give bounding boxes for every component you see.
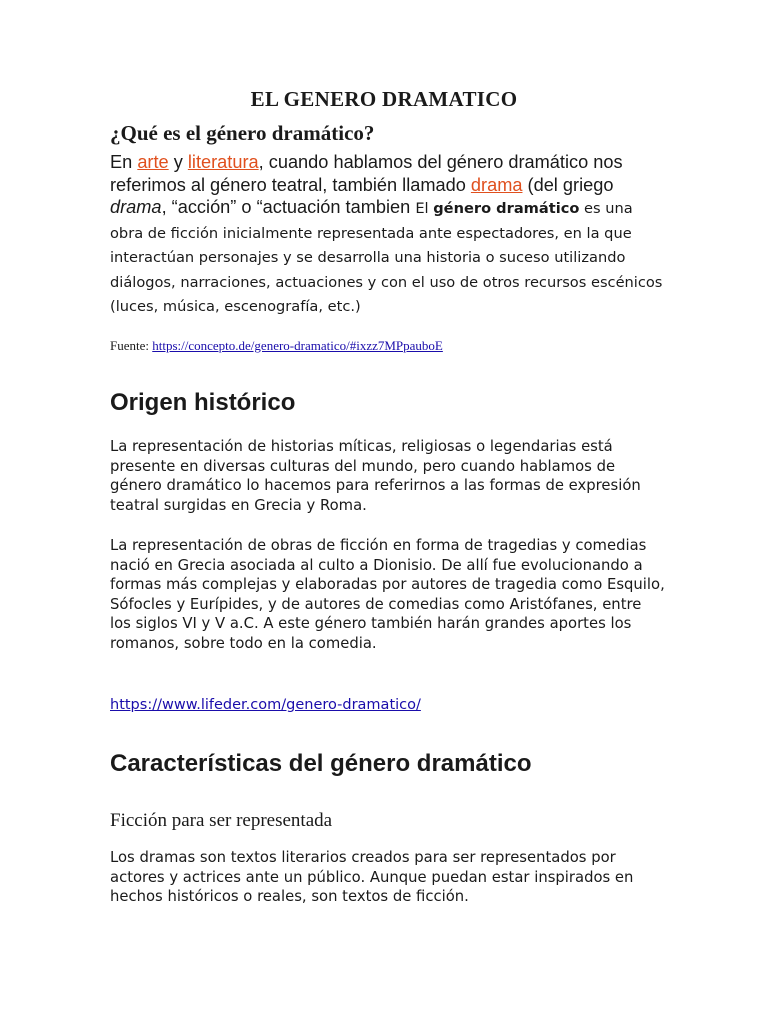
- question-heading: ¿Qué es el género dramático?: [110, 121, 375, 145]
- intro-text: (del griego: [522, 174, 614, 195]
- intro-text: , cuando hablamos del género dramático nos referimos al género teatral, también llamado: [110, 152, 623, 195]
- lifeder-link[interactable]: https://www.lifeder.com/genero-dramatico/: [110, 697, 421, 713]
- intro-text: En: [110, 152, 138, 172]
- subheading-ficcion: Ficción para ser representada: [110, 810, 333, 831]
- origen-paragraph-2: La representación de obras de ficción en forma de tragedias y comedias nació en Grecia asociada al culto a Dionisio. De allí fue evolucionando a formas más complejas y elaboradas por autores de tragedia como Esquilo, Sófocles y Eurípides, y de autores de comedias como Aristófanes, entre los siglos VI y V a.C. A este género también harán grandes aportes los romanos, sobre todo en la comedia.: [110, 537, 665, 652]
- link-literatura[interactable]: literatura: [187, 152, 259, 172]
- intro-text: , “acción” o “actuación tambien: [161, 197, 416, 217]
- intro-text: es una obra de ficción inicialmente representada ante espectadores, en la que interactúan personajes y se desarrolla una historia o suceso utilizando diálogos, narraciones, actuaciones y con el uso de otros recursos escénicos (luces, música, escenografía, etc.): [110, 200, 663, 315]
- intro-text: El: [415, 200, 434, 217]
- heading-origen: Origen histórico: [110, 389, 296, 416]
- source-line: [110, 338, 443, 354]
- document-title: EL GENERO DRAMATICO: [250, 87, 518, 111]
- definition-text: [110, 200, 662, 315]
- source-link[interactable]: https://concepto.de/genero-dramatico/#ixzz7MPpauboE: [152, 338, 443, 353]
- source-label: Fuente:: [110, 338, 153, 353]
- intro-paragraph: [110, 151, 670, 319]
- origen-paragraph-1: La representación de historias míticas, religiosas o legendarias está presente en diversas culturas del mundo, pero cuando hablamos de género dramático lo hacemos para referirnos a las formas de expresión teatral surgidas en Grecia y Roma.: [110, 438, 641, 514]
- caracteristicas-paragraph-1: Los dramas son textos literarios creados para ser representados por actores y actrices ante un público. Aunque puedan estar inspirados en hechos históricos o reales, son textos de ficción.: [110, 849, 634, 905]
- bold-term: género dramático: [433, 200, 580, 217]
- drama-italic: drama: [110, 197, 162, 217]
- link-drama[interactable]: drama: [470, 174, 523, 195]
- link-arte[interactable]: arte: [137, 152, 169, 172]
- heading-caracteristicas: Características del género dramático: [110, 750, 532, 777]
- intro-text: y: [168, 152, 188, 172]
